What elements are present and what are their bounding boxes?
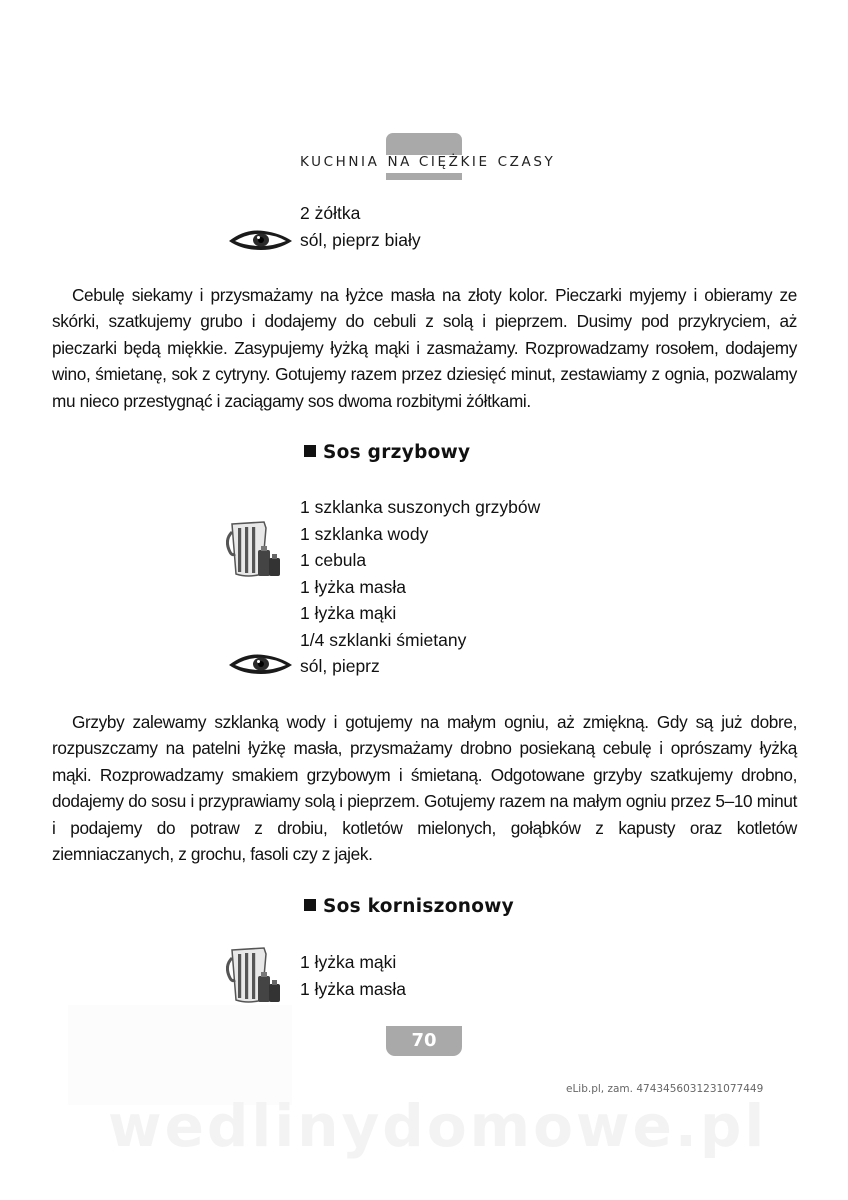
header-word-1: KUCHNIA <box>300 154 380 170</box>
square-bullet-icon <box>304 899 316 911</box>
section-heading-sos-grzybowy <box>304 442 470 463</box>
list-item: 1 cebula <box>300 550 367 570</box>
page-number: 70 <box>386 1026 462 1056</box>
header-underline-decoration <box>386 173 462 180</box>
elib-order-footer: eLib.pl, zam. 4743456031231077449 <box>566 1083 764 1095</box>
list-item: 1/4 szklanki śmietany <box>300 629 467 650</box>
section-heading-sos-korniszonowy <box>304 896 514 917</box>
list-item: 1 łyżka masła <box>300 978 407 999</box>
square-bullet-icon <box>304 445 316 457</box>
list-item: sól, pieprz biały <box>300 229 421 250</box>
header-tab-decoration <box>386 133 462 155</box>
list-item: 1 łyżka masła <box>300 576 407 597</box>
ingredient-list-sos-grzybowy <box>300 494 540 680</box>
measuring-jug-icon <box>226 946 282 1004</box>
header-word-3: CZASY <box>497 154 556 170</box>
ingredient-list-sos-korniszonowy <box>300 949 406 1002</box>
watermark-text: wedlinydomowe.pl <box>108 1092 768 1160</box>
measuring-jug-icon <box>226 520 282 578</box>
top-ingredient-list <box>300 200 421 253</box>
section-title: Sos grzybowy <box>323 442 471 463</box>
paragraph-1: Cebulę siekamy i przysmażamy na łyżce masła na złoty kolor. Pieczarki myjemy i obieramy ze skórki, szatkujemy grubo i dodajemy do cebuli z solą i pieprzem. Dusimy pod przykryciem, aż pieczarki będą miękkie. Zasypujemy łyżką mąki i zasmażamy. Rozprowadzamy rosołem, dodajemy wino, śmietanę, sok z cytryny. Gotujemy razem przez dziesięć minut, zestawiamy z ognia, pozwalamy mu nieco przestygnąć i zaciągamy sos dwoma rozbitymi żółtkami. <box>52 285 797 411</box>
list-item: sól, pieprz <box>300 656 380 676</box>
running-header <box>300 154 555 170</box>
list-item: 1 szklanka wody <box>300 523 429 544</box>
watermark-background <box>68 1005 292 1105</box>
section-title: Sos korniszonowy <box>323 896 514 917</box>
eye-icon <box>228 227 294 251</box>
header-word-2: NA CIĘŻKIE <box>387 154 490 170</box>
paragraph-2: Grzyby zalewamy szklanką wody i gotujemy na małym ogniu, aż zmiękną. Gdy są już dobre, rozpuszczamy na patelni łyżkę masła, przysmażamy drobno posiekaną cebulę i oprószamy łyżką mąki. Rozprowadzamy smakiem grzybowym i śmietaną. Odgotowane grzyby szatkujemy drobno, dodajemy do sosu i przyprawiamy solą i pieprzem. Gotujemy razem na małym ogniu przez 5–10 minut i podajemy do potraw z drobiu, kotletów mielonych, gołąbków z kapusty oraz kotletów ziemniaczanych, z grochu, fasoli czy z jajek. <box>52 712 797 865</box>
list-item: 2 żółtka <box>300 203 361 223</box>
list-item: 1 łyżka mąki <box>300 603 397 623</box>
list-item: 1 łyżka mąki <box>300 952 397 972</box>
eye-icon <box>228 651 294 675</box>
list-item: 1 szklanka suszonych grzybów <box>300 497 541 517</box>
